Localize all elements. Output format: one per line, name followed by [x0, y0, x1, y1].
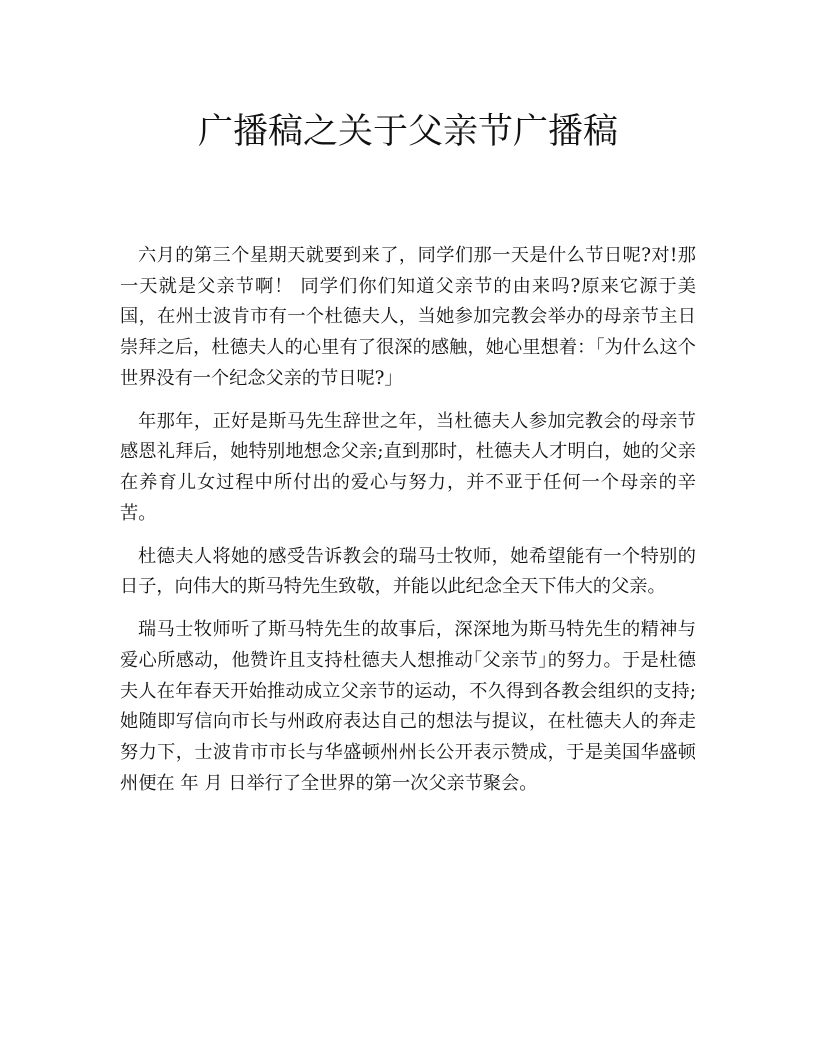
document-title: 广播稿之关于父亲节广播稿 — [197, 112, 618, 152]
paragraph-4: 瑞马士牧师听了斯马特先生的故事后，深深地为斯马特先生的精神与爱心所感动，他赞许且支持杜德夫人想推动｢父亲节｣的努力。于是杜德夫人在年春天开始推动成立父亲节的运动，不久得到各教会组织的支持;她随即写信向市长与州政府表达自己的想法与提议，在杜德夫人的奔走努力下，士波肯市市长与华盛顿州州长公开表示赞成，于是美国华盛顿州便在 年 月 日举行了全世界的第一次父亲节聚会。 — [120, 619, 696, 794]
paragraph-3: 杜德夫人将她的感受告诉教会的瑞马士牧师，她希望能有一个特别的日子，向伟大的斯马特先生致敬，并能以此纪念全天下伟大的父亲。 — [120, 545, 696, 598]
paragraph-1: 六月的第三个星期天就要到来了，同学们那一天是什么节日呢?对!那一天就是父亲节啊！ 同学们你们知道父亲节的由来吗?原来它源于美国，在州士波肯市有一个杜德夫人，当她参加完教会举办的母亲节主日崇拜之后，杜德夫人的心里有了很深的感触，她心里想着：｢为什么这个世界没有一个纪念父亲的节日呢?｣ — [120, 245, 696, 389]
paragraph-2: 年那年，正好是斯马先生辞世之年，当杜德夫人参加完教会的母亲节感恩礼拜后，她特别地想念父亲;直到那时，杜德夫人才明白，她的父亲在养育儿女过程中所付出的爱心与努力，并不亚于任何一个母亲的辛苦。 — [120, 410, 696, 524]
document-body — [120, 241, 696, 812]
